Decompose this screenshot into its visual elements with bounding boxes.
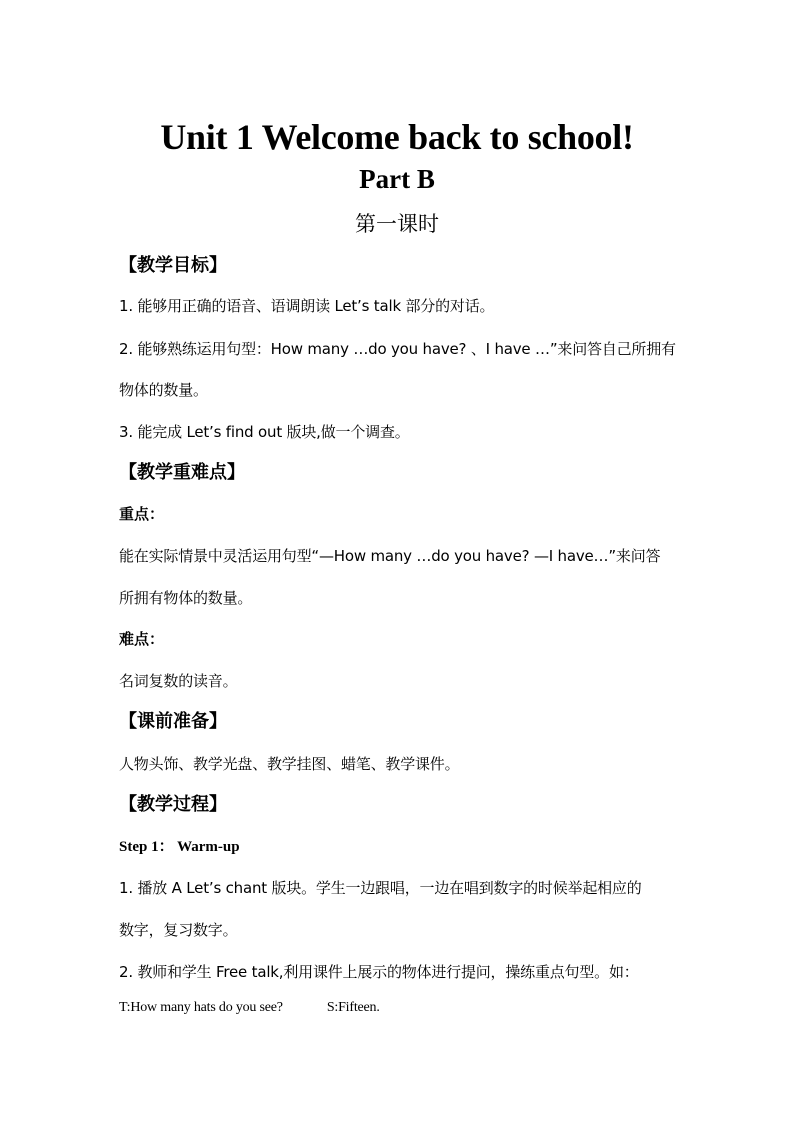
objective-line-1: 1. 能够用正确的语音、语调朗读 Let’s talk 部分的对话。 [119, 297, 495, 315]
objective-line-2: 2. 能够熟练运用句型：How many …do you have? 、I have …”来问答自己所拥有 [119, 340, 676, 358]
dialog-line [119, 998, 380, 1018]
difficulty-label: 难点： [119, 630, 165, 648]
objectives-heading: 【教学目标】 [119, 255, 227, 276]
preparation-text: 人物头饰、教学光盘、教学挂图、蜡笔、教学课件。 [119, 755, 460, 773]
key-points-heading: 【教学重难点】 [119, 462, 245, 483]
process-line-3: 2. 教师和学生 Free talk,利用课件上展示的物体进行提问，操练重点句型。如： [119, 963, 639, 981]
focus-label: 重点： [119, 505, 165, 523]
preparation-heading: 【课前准备】 [119, 711, 227, 732]
process-line-2: 数字，复习数字。 [119, 921, 238, 939]
focus-line-1: 能在实际情景中灵活运用句型“—How many …do you have? —I have…”来问答 [119, 547, 661, 565]
dialog-student: S:Fifteen. [326, 1000, 380, 1015]
process-heading: 【教学过程】 [119, 794, 227, 815]
process-line-1: 1. 播放 A Let’s chant 版块。学生一边跟唱，一边在唱到数字的时候举起相应的 [119, 879, 642, 897]
objective-line-3: 物体的数量。 [119, 381, 208, 399]
objective-line-4: 3. 能完成 Let’s find out 版块,做一个调查。 [119, 423, 410, 441]
lesson-title: 第一课时 [355, 212, 439, 236]
step1-title: Step 1： Warm-up [119, 839, 240, 855]
dialog-teacher: T:How many hats do you see? [119, 1000, 283, 1015]
difficulty-text: 名词复数的读音。 [119, 672, 238, 690]
focus-line-2: 所拥有物体的数量。 [119, 589, 253, 607]
part-title: Part B [359, 164, 435, 194]
document-title: Unit 1 Welcome back to school! [160, 117, 634, 157]
